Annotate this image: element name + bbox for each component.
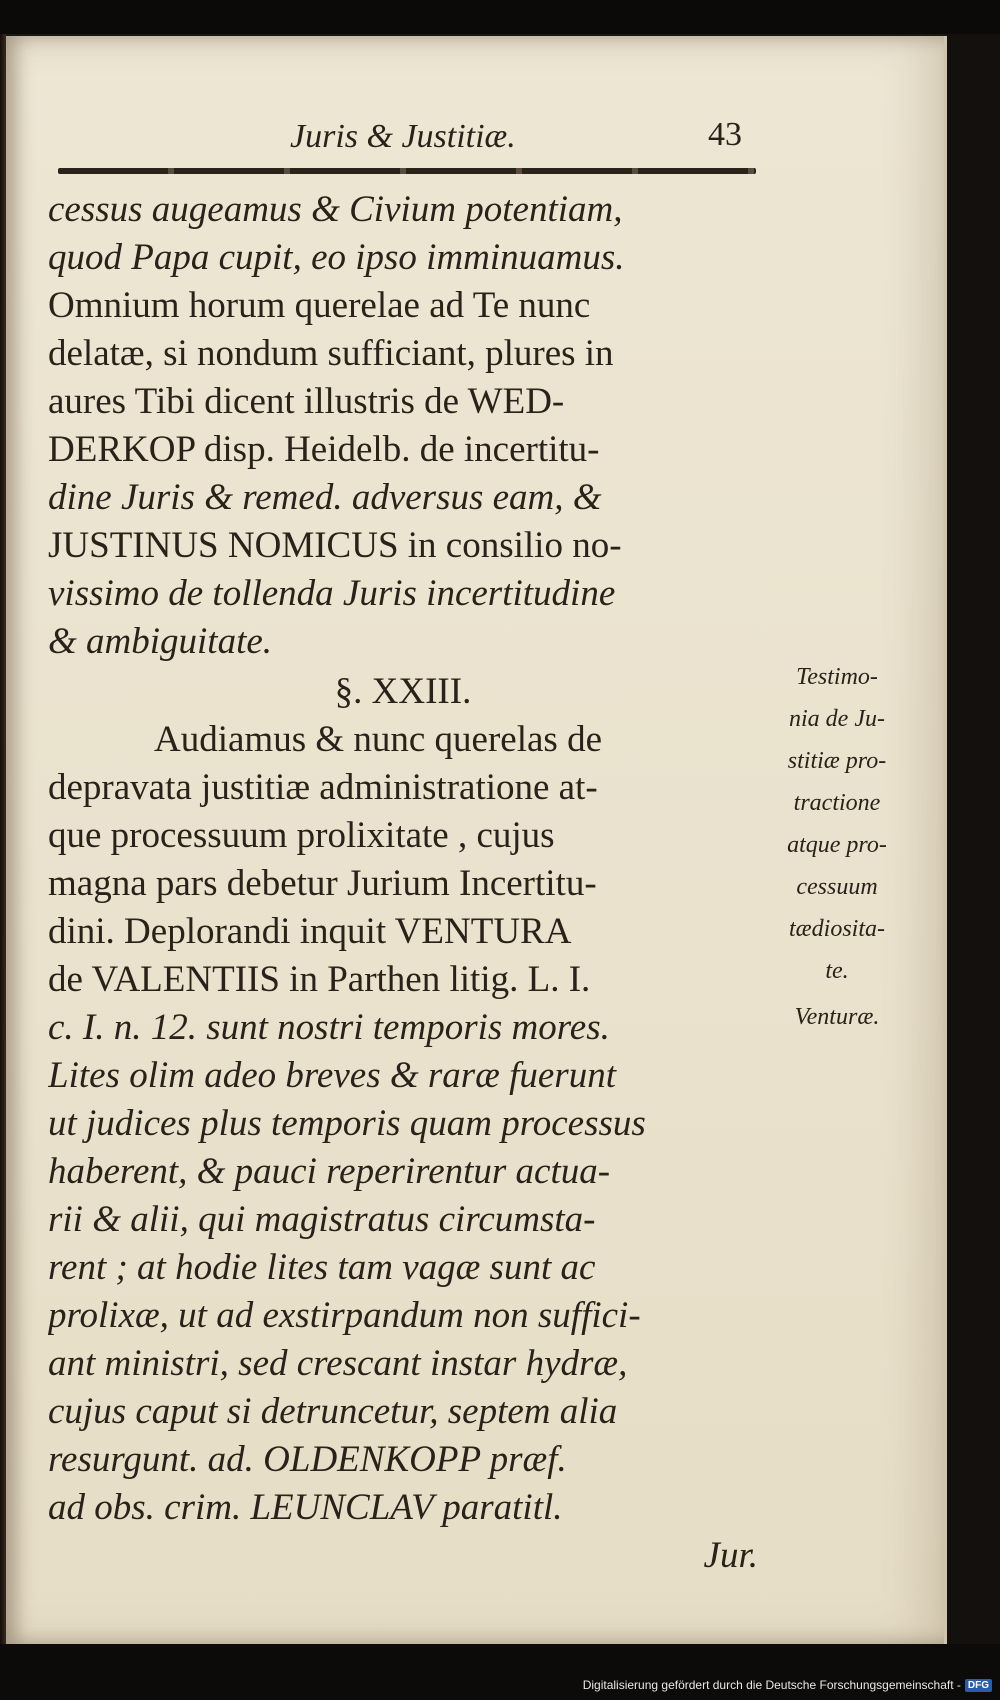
text-line: magna pars debetur Jurium Incertitu- <box>48 863 597 904</box>
text-line: haberent, & pauci reperirentur actua- <box>48 1151 611 1192</box>
text-line: aures Tibi dicent illustris de WED- <box>48 381 565 422</box>
margin-note-line: te. <box>825 958 849 984</box>
text-line: cujus caput si detruncetur, septem alia <box>48 1391 618 1432</box>
scan-right-border <box>947 34 1000 1644</box>
margin-note-line: Venturæ. <box>794 1004 880 1030</box>
text-line: dine Juris & remed. adversus eam, & <box>48 477 602 518</box>
running-header <box>48 112 748 172</box>
text-line: ad obs. crim. LEUNCLAV paratitl. <box>48 1487 563 1528</box>
text-line: ut judices plus temporis quam processus <box>48 1103 646 1144</box>
text-line: que processuum prolixitate , cujus <box>48 815 555 856</box>
credit-text: Digitalisierung gefördert durch die Deutsche Forschungsgemeinschaft - <box>582 1678 961 1692</box>
text-line: de VALENTIIS in Parthen litig. L. I. <box>48 959 591 1000</box>
dfg-logo-icon: DFG <box>965 1679 992 1692</box>
margin-note-line: tractione <box>793 790 881 816</box>
text-line: c. I. n. 12. sunt nostri temporis mores. <box>48 1007 610 1048</box>
text-line: & ambiguitate. <box>48 621 273 662</box>
text-line: quod Papa cupit, eo ipso imminuamus. <box>48 237 625 278</box>
running-title: Juris & Justitiæ. <box>290 118 516 155</box>
text-line: JUSTINUS NOMICUS in consilio no- <box>48 525 622 566</box>
page-number: 43 <box>708 116 742 153</box>
text-line: depravata justitiæ administratione at- <box>48 767 598 808</box>
margin-note-line: tædiosita- <box>788 916 885 942</box>
text-line: prolixæ, ut ad exstirpandum non suffici- <box>48 1295 641 1336</box>
digitization-credit <box>583 1678 992 1692</box>
margin-note-line: cessuum <box>796 874 878 900</box>
scan-top-border <box>0 0 1000 34</box>
text-line: Omnium horum querelae ad Te nunc <box>48 285 591 326</box>
header-rule <box>58 168 756 174</box>
margin-note-line: nia de Ju- <box>789 706 885 732</box>
section-heading: §. XXIII. <box>334 671 472 712</box>
text-line: cessus augeamus & Civium potentiam, <box>48 189 623 230</box>
text-line: DERKOP disp. Heidelb. de incertitu- <box>48 429 600 470</box>
text-line: rent ; at hodie lites tam vagæ sunt ac <box>48 1247 596 1288</box>
margin-note-line: stitiæ pro- <box>787 748 887 774</box>
margin-note-line: atque pro- <box>787 832 887 858</box>
text-line: resurgunt. ad. OLDENKOPP præf. <box>48 1439 567 1480</box>
catchword: Jur. <box>703 1535 758 1576</box>
text-line: delatæ, si nondum sufficiant, plures in <box>48 333 614 374</box>
text-line: rii & alii, qui magistratus circumsta- <box>48 1199 596 1240</box>
text-line: vissimo de tollenda Juris incertitudine <box>48 573 616 614</box>
text-line: Audiamus & nunc querelas de <box>154 719 602 760</box>
text-line: Lites olim adeo breves & raræ fuerunt <box>48 1055 616 1096</box>
text-line: dini. Deplorandi inquit VENTURA <box>48 911 572 952</box>
margin-note-line: Testimo- <box>796 664 878 690</box>
text-line: ant ministri, sed crescant instar hydræ, <box>48 1343 628 1384</box>
